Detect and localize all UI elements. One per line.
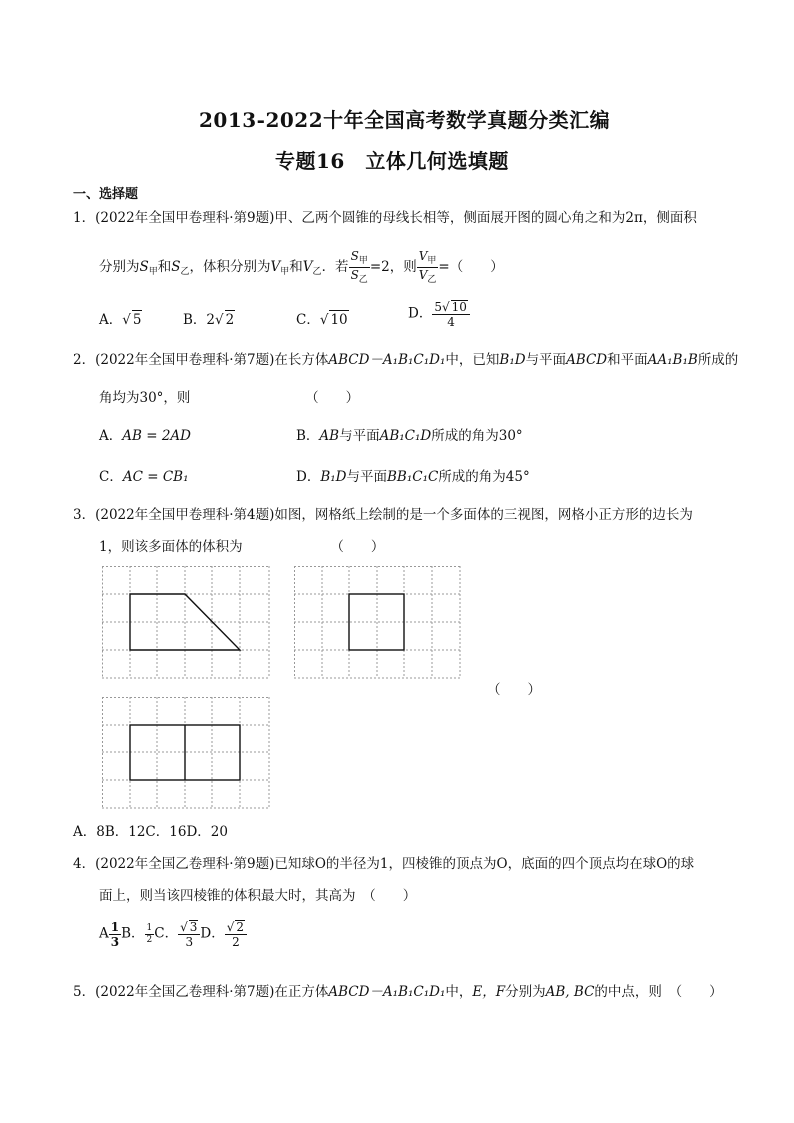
grid-lines [102, 566, 269, 678]
question-4-options: A $\frac{1}{3}$ B． $\frac{1}{2}$ C． $\frac{√ 3}{3}$ D． $\frac{√ 2}{2}$ [99, 920, 247, 948]
side-view-grid [294, 566, 461, 679]
question-2-option-d: D．B₁D与平面BB₁C₁C所成的角为45° [296, 469, 530, 485]
question-1-option-d: D． $\frac{5√ 10}{4}$ [408, 300, 470, 328]
question-1-line2: 分别为$S_甲$和$S_乙$，体积分别为$V_甲$和$V_乙$．若 $\frac{S_甲}{S_乙}$ =2，则 $\frac{V_甲}{V_乙}$ =（ ） [99, 249, 504, 285]
question-1-option-a: A．√ 5 [99, 312, 142, 328]
question-2-option-a: A．AB = 2AD [99, 428, 191, 444]
question-1-option-c: C．√ 10 [296, 312, 348, 328]
question-5-line1: 5．(2022年全国乙卷理科·第7题)在正方体ABCD－A₁B₁C₁D₁中，E，F分别为AB, BC的中点，则 （ ） [73, 984, 723, 1000]
page-subtitle: 专题16 立体几何选填题 [275, 149, 509, 173]
question-2-option-c: C．AC = CB₁ [99, 469, 189, 485]
question-3-answer-paren: （ ） [487, 682, 541, 698]
question-1-option-b: B．2√ 2 [183, 312, 235, 328]
front-view-grid [102, 566, 270, 679]
question-3-line1: 3．(2022年全国甲卷理科·第4题)如图，网格纸上绘制的是一个多面体的三视图，网格小正方形的边长为 [73, 507, 693, 523]
ratio-v-fraction: $\frac{V_甲}{V_乙}$ [418, 249, 437, 285]
question-2-option-b: B．AB与平面AB₁C₁D所成的角为30° [296, 428, 523, 444]
top-view-grid [102, 697, 270, 809]
page-title: 2013-2022十年全国高考数学真题分类汇编 [199, 108, 611, 132]
question-1-line1: 1．(2022年全国甲卷理科·第9题)甲、乙两个圆锥的母线长相等，侧面展开图的圆心角之和为2π，侧面积 [73, 210, 697, 226]
ratio-s-fraction: $\frac{S_甲}{S_乙}$ [350, 249, 368, 285]
question-4-line1: 4．(2022年全国乙卷理科·第9题)已知球O的半径为1，四棱锥的顶点为O，底面的四个顶点均在球O的球 [73, 856, 695, 872]
question-2-line1: 2．(2022年全国甲卷理科·第7题)在长方体ABCD－A₁B₁C₁D₁中，已知B₁D与平面ABCD和平面AA₁B₁B所成的 [73, 352, 739, 368]
question-3-options: A．8B．12C．16D．20 [73, 824, 228, 840]
question-3-line2: 1，则该多面体的体积为 （ ） [99, 539, 385, 555]
grid-lines [294, 566, 460, 678]
section-heading: 一、选择题 [73, 187, 139, 202]
question-2-line2: 角均为30°，则 （ ） [99, 390, 360, 406]
question-4-line2: 面上，则当该四棱锥的体积最大时，其高为 （ ） [99, 888, 417, 904]
